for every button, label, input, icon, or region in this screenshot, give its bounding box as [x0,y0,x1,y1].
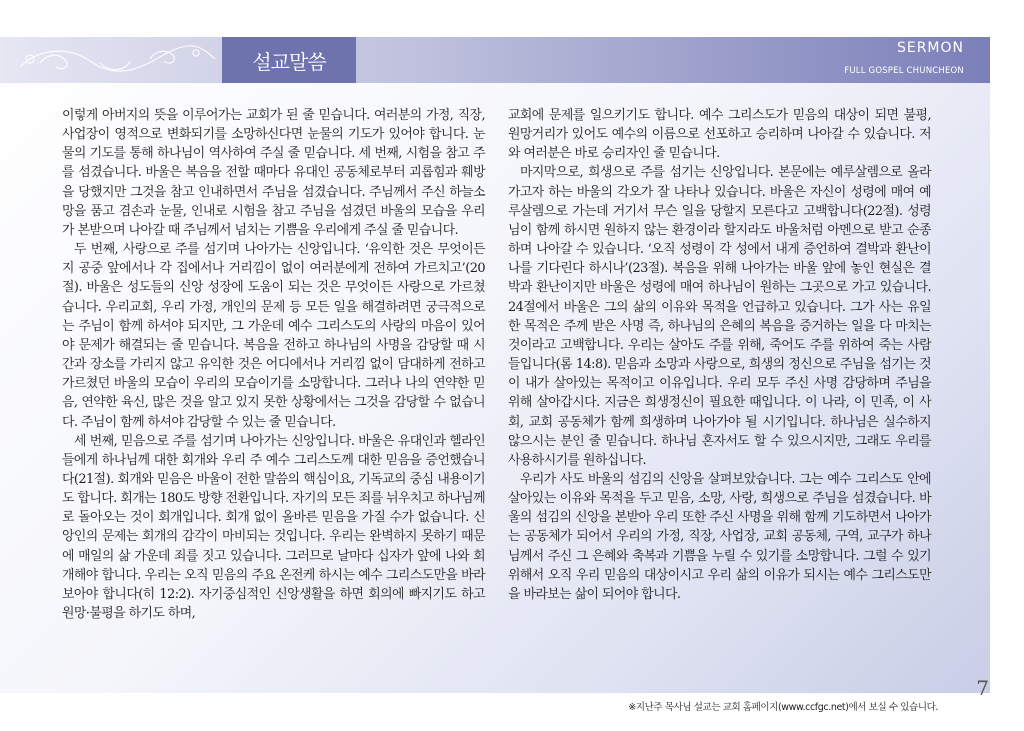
paragraph: 이렇게 아버지의 뜻을 이루어가는 교회가 된 줄 믿습니다. 여러분의 가정, 직장, 사업장이 영적으로 변화되기를 소망하신다면 눈물의 기도가 있어야 합니다. 눈물의 기도를 통해 하나님이 역사하여 주실 줄 믿습니다. 세 번째, 시험을 참고 주를 섬겼습니다. 바울은 복음을 전할 때마다 유대인 공동체로부터 괴롭힘과 훼방을 당했지만 그것을 참고 인내하면서 주님을 섬겼습니다. 주님께서 주신 하늘소망을 품고 겸손과 눈물, 인내로 시험을 참고 주님을 섬겼던 바울의 모습을 우리가 본받으며 나아갈 때 주님께서 넘치는 기쁨을 우리에게 주실 줄 믿습니다. [62,108,485,238]
left-column [62,106,485,623]
paragraph: 세 번째, 믿음으로 주를 섬기며 나아가는 신앙입니다. 바울은 유대인과 헬라인들에게 하나님께 대한 회개와 우리 주 예수 그리스도께 대한 믿음을 증언했습니다(21절). 회개와 믿음은 바울이 전한 말씀의 핵심이요, 기독교의 중심 내용이기도 합니다. 회개는 180도 방향 전환입니다. 자기의 모든 죄를 뉘우치고 하나님께로 돌아오는 것이 회개입니다. 회개 없이 올바른 믿음을 가질 수가 없습니다. 신앙인의 문제는 회개의 감각이 마비되는 것입니다. 우리는 완벽하지 못하기 때문에 매일의 삶 가운데 죄를 짓고 있습니다. 그러므로 날마다 십자가 앞에 나와 회개해야 합니다. 우리는 오직 믿음의 주요 온전케 하시는 예수 그리스도만을 바라보아야 합니다(히 12:2). 자기중심적인 신앙생활을 하면 회의에 빠지기도 하고 원망·불평을 하기도 하며, [62,433,485,622]
paragraph: 우리가 사도 바울의 섬김의 신앙을 살펴보았습니다. 그는 예수 그리스도 안에 살아있는 이유와 목적을 두고 믿음, 소망, 사랑, 희생으로 주님을 섬겼습니다. 바울의 섬김의 신앙을 본받아 우리 또한 주신 사명을 위해 함께 기도하면서 나아가는 공동체가 되어서 우리의 가정, 직장, 사업장, 교회 공동체, 구역, 교구가 하나님께서 주신 그 은혜와 축복과 기쁨을 누릴 수 있기를 소망합니다. 그럴 수 있기 위해서 오직 우리 믿음의 대상이시고 우리 삶의 이유가 되시는 예수 그리스도만을 바라보는 삶이 되어야 합니다. [508,471,931,602]
paragraph: 두 번째, 사랑으로 주를 섬기며 나아가는 신앙입니다. ‘유익한 것은 무엇이든지 공중 앞에서나 각 집에서나 거리낌이 없이 여러분에게 전하여 가르치고’(20절). 바울은 성도들의 신앙 성장에 도움이 되는 것은 무엇이든 사랑으로 가르쳤습니다. 우리교회, 우리 가정, 개인의 문제 등 모든 일을 해결하려면 궁극적으로는 주님이 함께 하셔야 되지만, 그 가운데 예수 그리스도의 사랑의 마음이 있어야 문제가 해결되는 줄 믿습니다. 복음을 전하고 하나님의 사명을 감당할 때 시간과 장소를 가리지 않고 유익한 것은 어디에서나 거리낌 없이 담대하게 전하고 가르쳤던 바울의 모습이 우리의 모습이기를 소망합니다. 그러나 나의 연약한 믿음, 연약한 육신, 많은 것을 알고 있지 못한 상황에서는 그것을 감당할 수 없습니다. 주님이 함께 하셔야 감당할 수 있는 줄 믿습니다. [62,242,485,430]
paragraph: 마지막으로, 희생으로 주를 섬기는 신앙입니다. 본문에는 예루살렘으로 올라가고자 하는 바울의 각오가 잘 나타나 있습니다. 바울은 자신이 성령에 매여 예루살렘으로 가는데 거기서 무슨 일을 당할지 모른다고 고백합니다(22절). 성령님이 함께 하시면 원하지 않는 환경이라 할지라도 바울처럼 아멘으로 받고 순종하며 나아갈 수 있습니다. ‘오직 성령이 각 성에서 내게 증언하여 결박과 환난이 나를 기다린다 하시나’(23절). 복음을 위해 나아가는 바울 앞에 놓인 현실은 결박과 환난이지만 바울은 성령에 매여 하나님이 원하는 그곳으로 가고 있습니다. 24절에서 바울은 그의 삶의 이유와 목적을 언급하고 있습니다. 그가 사는 유일한 목적은 주께 받은 사명 즉, 하나님의 은혜의 복음을 증거하는 일을 다 마치는 것이라고 고백합니다. 우리는 살아도 주를 위해, 죽어도 주를 위하여 죽는 사람들입니다(롬 14:8). 믿음과 소망과 사랑으로, 희생의 정신으로 주님을 섬기는 것이 내가 살아있는 목적이고 이유입니다. 우리 모두 주신 사명 감당하며 주님을 위해 살아갑시다. 지금은 희생정신이 필요한 때입니다. 이 나라, 이 민족, 이 사회, 교회 공동체가 함께 희생하며 나아가야 될 시기입니다. 하나님은 실수하지 않으시는 분인 줄 믿습니다. 하나님 혼자서도 할 수 있으시지만, 그래도 우리를 사용하시기를 원하십니다. [508,165,931,468]
footnote: ※지난주 목사님 설교는 교회 홈페이지(www.ccfgc.net)에서 보실 수 있습니다. [628,702,938,713]
section-label: SERMON [896,40,964,56]
page-title-text: 설교말씀 [252,49,326,74]
page-number: 7 [976,676,989,700]
section-subtitle: FULL GOSPEL CHUNCHEON [844,66,964,76]
paragraph: 교회에 문제를 일으키기도 합니다. 예수 그리스도가 믿음의 대상이 되면 불평, 원망거리가 있어도 예수의 이름으로 선포하고 승리하며 나아갈 수 있습니다. 저와 여러분은 바로 승리자인 줄 믿습니다. [508,108,931,162]
right-column [508,106,931,604]
floral-swirl-ornament-icon [0,37,222,83]
page-title [222,37,356,83]
